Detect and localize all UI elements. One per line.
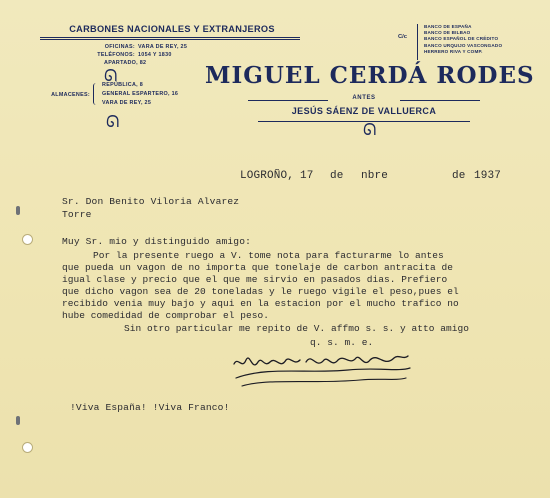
body-line-3: igual clase y precio que el que me sirvio en pasados dias. Prefiero: [62, 274, 448, 285]
phones-label: TELÉFONOS:: [97, 52, 135, 58]
phones-value: 1054 Y 1830: [138, 52, 172, 58]
po-box: APARTADO, 82: [104, 60, 147, 66]
warehouse-2: GENERAL ESPARTERO, 16: [102, 91, 179, 97]
body-line-5: recibido venia muy bajo y aqui en la estacion por el mucho trafico no: [62, 298, 459, 309]
bank-3: BANCO ESPAÑOL DE CRÉDITO: [424, 36, 499, 42]
bank-4: BANCO URQUIJO VASCONGADO: [424, 42, 503, 48]
date-year: 1937: [474, 170, 502, 182]
bank-5: HERRERO RIVA Y COMP.: [424, 48, 483, 54]
bank-2: BANCO DE BILBAO: [424, 30, 471, 36]
offices-value: VARA DE REY, 25: [138, 44, 188, 50]
binder-mark-icon: [16, 416, 20, 425]
binder-mark-icon: [16, 206, 20, 215]
warehouses-label: ALMACENES:: [51, 92, 90, 98]
bank-1: BANCO DE ESPAÑA: [424, 24, 472, 29]
warehouse-3: VARA DE REY, 25: [102, 100, 152, 106]
brand-name: MIGUEL CERDÁ RODES: [205, 62, 535, 89]
cc-label: C/c: [398, 34, 408, 40]
date-place: LOGROÑO,: [240, 170, 295, 182]
antes-line-right: [400, 100, 480, 101]
company-line: CARBONES NACIONALES Y EXTRANJEROS: [69, 24, 275, 34]
former-name: JESÚS SÁENZ DE VALLUERCA: [291, 106, 437, 116]
signature: [228, 348, 418, 394]
punch-hole-icon: [22, 234, 33, 245]
antes-label: ANTES: [352, 95, 376, 101]
date-de-2: de: [452, 170, 466, 182]
brace-icon: [93, 83, 100, 105]
body-line-1: Por la presente ruego a V. tome nota para facturarme lo antes: [93, 250, 444, 261]
closing-abbrev: q. s. m. e.: [310, 337, 374, 348]
salutation: Muy Sr. mio y distinguido amigo:: [62, 236, 252, 247]
warehouse-1: REPÚBLICA, 8: [102, 82, 144, 88]
date-day: 17: [300, 170, 314, 182]
ornament-scroll-icon: ᘏ: [363, 120, 377, 139]
punch-hole-icon: [22, 442, 33, 453]
closing: Sin otro particular me repito de V. affmo s. s. y atto amigo: [124, 323, 470, 334]
date-month: nbre: [361, 170, 389, 182]
body-line-2: que pueda un vagon de no importa que tonelaje de carbon antracita de: [62, 262, 454, 273]
recipient-place: Torre: [62, 209, 92, 220]
footer-slogan: !Viva España! !Viva Franco!: [70, 402, 230, 413]
bank-divider: [417, 24, 418, 60]
ornament-scroll-icon: ᘏ: [106, 112, 120, 131]
bank-list: [424, 24, 502, 55]
date-de-1: de: [330, 170, 344, 182]
antes-divider: [248, 95, 480, 105]
ornament-scroll-icon: ᘏ: [104, 66, 118, 85]
recipient-name: Sr. Don Benito Viloria Alvarez: [62, 196, 240, 207]
header-rule-bottom: [40, 39, 300, 40]
body-line-4: que dicho vagon sea de 20 toneladas y le ruego vigile el peso,pues el: [62, 286, 459, 297]
body-line-6: hube comedidad de comprobar el peso.: [62, 310, 270, 321]
offices-label: OFICINAS:: [104, 44, 135, 50]
header-rule-top: [40, 37, 300, 38]
